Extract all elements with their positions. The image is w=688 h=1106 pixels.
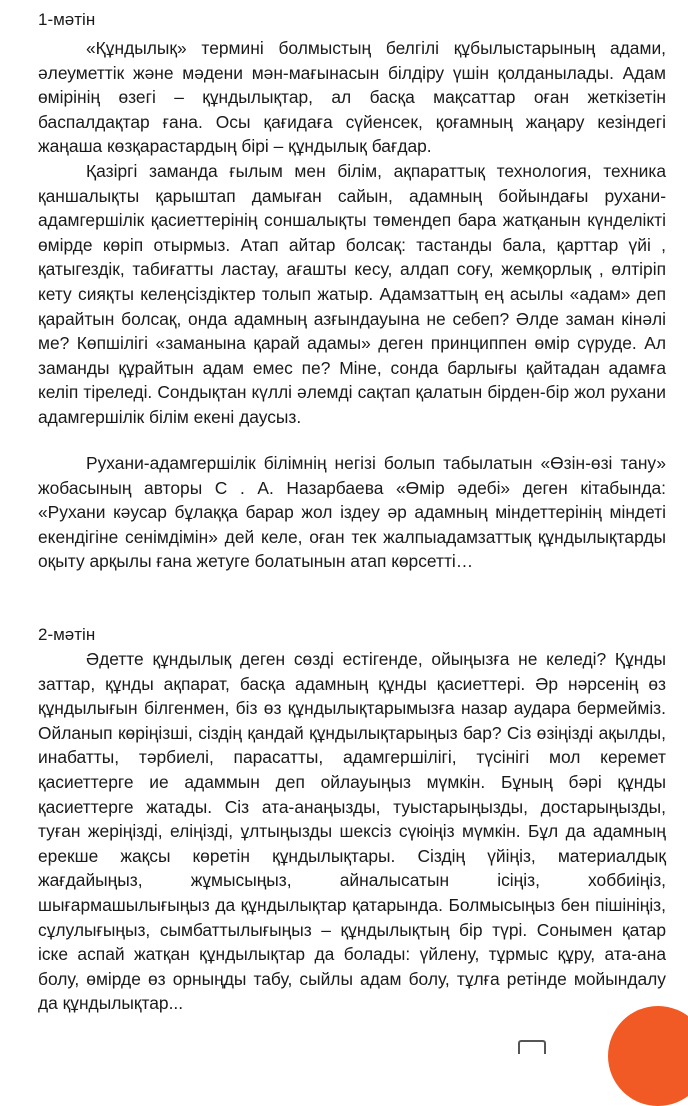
text2-paragraph-1: Әдетте құндылық деген сөзді естігенде, ойыңызға не келеді? Құнды заттар, құнды ақпарат, басқа адамның құнды қасиеттері. Әр нәрсенің өз құндылығын білгенмен, біз өз құндылықтарымызға назар аудара бермейміз. Ойланып көріңізші, сіздің қандай құндылықтарыңыз бар? Сіз өзіңізді ақылды, инабатты, тәрбиелі, парасатты, адамгершілігі, түсінігі мол керемет қасиеттерге ие адаммын деп ойлауыңыз мүмкін. Бұның бәрі құнды қасиеттерге жатады. Сіз ата-анаңызды, туыстарыңызды, достарыңызды, туған жеріңізді, еліңізді, ұлтыңызды шексіз сүюіңіз мүмкін. Бұл да адамның ерекше жақсы көретін құндылықтары. Сіздің үйіңіз, материалдық жағдайыңыз, жұмысыңыз, айналысатын ісіңіз, хоббиіңіз, шығармашылығыңыз да құндылықтар қатарында. Болмысыңыз бен пішініңіз, сұлулығыңыз, сымбаттылығыңыз – құндылықтың бір түрі. Сонымен қатар іске аспай жатқан құндылықтар да болады: үйлену, тұрмыс құру, ата-ана болу, өмірде өз орныңды табу, сыйлы адам болу, тұлға ретінде мойындалу да құндылықтар... <box>38 649 666 1014</box>
text1-paragraph-1: «Құндылық» термині болмыстың белгілі құбылыстарының адами, әлеуметтік және мәдени мән-мағынасын білдіру үшін қолданылады. Адам өмірінің өзегі – құндылықтар, ал басқа мақсаттар оған жеткізетін баспалдақтар ғана. Осы қағидаға сүйенсек, қоғамның жаңару кезіндегі жаңаша көзқарастардың бірі – құндылық бағдар. <box>38 38 666 157</box>
text1-heading: 1-мәтін <box>38 10 96 29</box>
text1-paragraph-3: Рухани-адамгершілік білімнің негізі болып табылатын «Өзін-өзі тану» жобасының авторы С . А. Назарбаева «Өмір әдебі» деген кітабында: «Рухани кәусар бұлаққа барар жол іздеу әр адамның міндеттерінің міндеті екендігіне сенімдімін» дей келе, оған тек жалпыадамзаттық құндылықтарды оқыту арқылы ғана жетуге болатынын атап көрсетті… <box>38 453 666 572</box>
orange-action-button[interactable] <box>608 1006 688 1106</box>
text2-heading: 2-мәтін <box>38 625 96 644</box>
text1-paragraph-2: Қазіргі заманда ғылым мен білім, ақпараттық технология, техника қаншалықты қарыштап дамыған сайын, адамның бойындағы рухани-адамгершілік қасиеттерінің соншалықты төмендеп бара жатқанын күнделікті өмірде көріп отырмыз. Атап айтар болсақ: тастанды бала, қарттар үйі , қатыгездік, табиғатты ластау, ағашты кесу, алдап соғу, жемқорлық , өлтіріп кету сияқты келеңсіздіктер толып жатыр. Адамзаттың ең асылы «адам» деп қарайтын болсақ, онда адамның азғындауына не себеп? Әлде заман кінәлі ме? Көпшілігі «заманына қарай адамы» деген принциппен өмір сүруде. Ал заманды құрайтын адам емес пе? Міне, сонда барлығы қайтадан адамға келіп тіреледі. Сондықтан күллі әлемді сақтап қалатын бірден-бір жол рухани адамгершілік білім екені даусыз. <box>38 161 666 427</box>
